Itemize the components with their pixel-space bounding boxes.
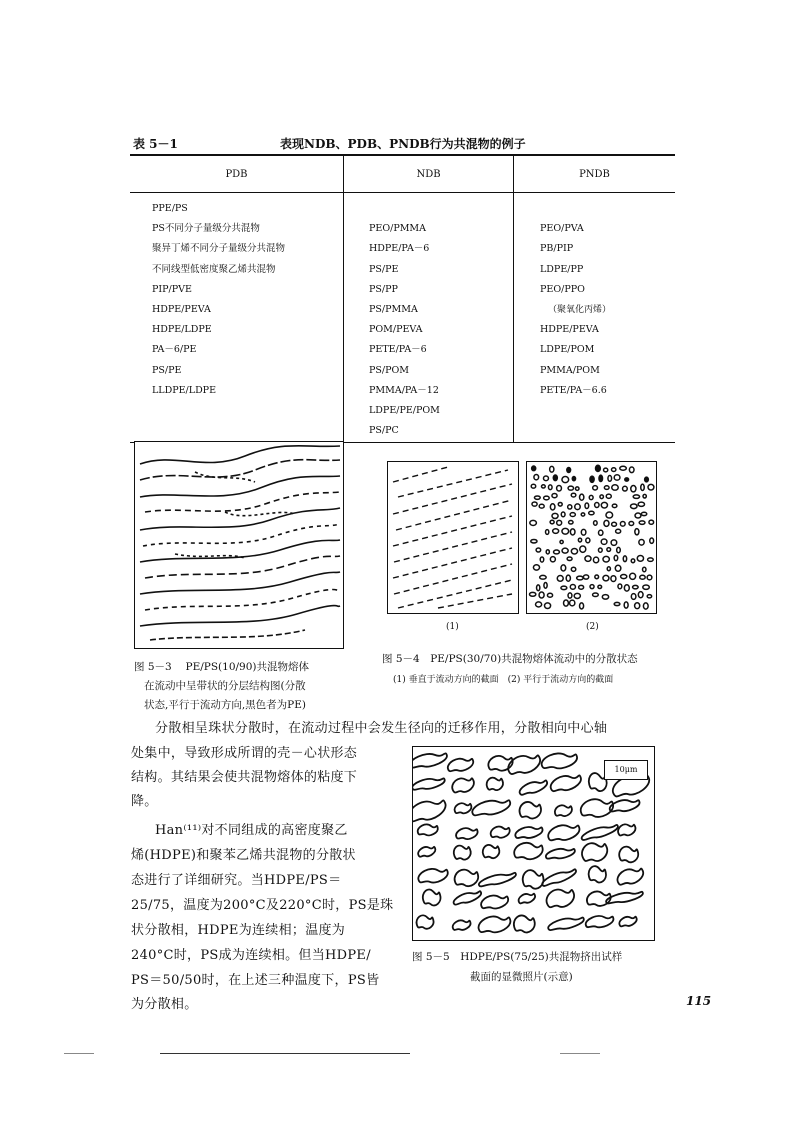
paragraph-1-line-3: 结构。其结果会使共混物熔体的粘度下 [131, 770, 358, 785]
droplet [570, 529, 575, 535]
droplet [567, 557, 572, 560]
ndb-item: PEO/PMMA [369, 223, 427, 235]
figure-5-4-label-left: (1) [446, 622, 459, 632]
pndb-column [514, 193, 676, 443]
paragraph-2-line-8: 为分散相。 [131, 997, 198, 1012]
droplet [602, 595, 608, 600]
header-ndb: NDB [344, 155, 514, 193]
paragraph-1-line-4: 降。 [131, 794, 158, 809]
droplet [575, 504, 580, 510]
paragraph-2-line-4: 25/75，温度为200°C及220°C时，PS是珠 [131, 898, 394, 913]
droplet [578, 538, 581, 542]
droplet [540, 557, 543, 562]
paragraph-2-line-2: 烯(HDPE)和聚苯乙烯共混物的分散状 [131, 848, 356, 863]
droplet [617, 547, 621, 552]
droplet [593, 486, 598, 490]
droplet [623, 486, 628, 491]
droplet [593, 557, 598, 563]
droplet [544, 583, 547, 589]
droplet [577, 576, 584, 580]
dispersed-phase-blob [505, 749, 543, 779]
ndb-item: PMMA/PA－12 [369, 384, 439, 396]
dispersed-phase-blob [587, 864, 608, 885]
dispersed-phase-blob [413, 794, 449, 827]
droplet [529, 592, 535, 596]
page-number: 115 [686, 994, 712, 1008]
droplet [570, 584, 575, 589]
droplet [604, 520, 609, 526]
droplet [607, 548, 611, 552]
paragraph-1-line-2: 处集中，导致形成所谓的壳－心状形态 [131, 746, 358, 761]
dispersed-phase-blob [479, 892, 509, 912]
dispersed-phase-blob [553, 802, 573, 819]
droplet [583, 575, 588, 579]
pndb-item: PMMA/POM [540, 364, 600, 376]
droplet [550, 557, 555, 562]
droplet [616, 529, 621, 533]
dispersed-phase-blob [417, 865, 450, 887]
droplet [631, 486, 636, 492]
droplet [560, 540, 563, 543]
droplet [606, 494, 611, 498]
droplet [595, 503, 599, 508]
droplet [552, 513, 558, 518]
droplet [600, 495, 604, 499]
droplet [562, 548, 568, 553]
ndb-item: PETE/PA－6 [369, 344, 427, 356]
droplet [611, 576, 616, 582]
dispersed-phase-blob [413, 749, 449, 772]
droplet [598, 585, 602, 588]
droplet [647, 575, 652, 580]
pndb-item: PB/PIP [540, 243, 574, 255]
paragraph-2-line-5: 状分散相，HDPE为连续相；温度为 [131, 923, 346, 938]
droplet [612, 522, 617, 526]
droplet [598, 548, 602, 552]
droplet [638, 592, 643, 598]
dispersed-phase-blob [470, 795, 511, 819]
droplet [569, 521, 573, 524]
droplet [635, 529, 639, 535]
figure-5-4-left-image [387, 461, 519, 614]
droplet [544, 603, 550, 609]
droplet [631, 559, 635, 563]
droplet [649, 520, 654, 524]
dispersed-phase-blob [615, 864, 646, 889]
pdb-item: LLDPE/LDPE [152, 384, 217, 396]
droplet [575, 487, 578, 490]
droplet [533, 565, 539, 570]
droplet [564, 600, 569, 606]
droplet [557, 485, 562, 491]
caption-line: 状态,平行于流动方向,黑色者为PE) [144, 699, 307, 711]
figure-5-5-caption-line-2: 截面的显微照片(示意) [470, 971, 573, 983]
ndb-item: PS/PMMA [369, 303, 418, 315]
figure-5-3-image [134, 441, 344, 649]
ndb-item: PS/PC [369, 425, 399, 437]
header-pndb: PNDB [514, 155, 676, 193]
droplet [548, 485, 552, 490]
droplet [539, 592, 544, 598]
droplet [530, 520, 537, 525]
droplet [593, 593, 599, 597]
droplet [571, 548, 577, 554]
droplet [590, 585, 594, 589]
droplet [601, 539, 607, 544]
droplet [553, 475, 557, 481]
dispersed-phase-blob [476, 912, 512, 937]
ndb-item: HDPE/PA－6 [369, 243, 430, 255]
droplet [531, 484, 535, 488]
header-pdb: PDB [130, 155, 344, 193]
droplet [608, 476, 612, 482]
paragraph-2-line-7: PS＝50/50时，在上述三种温度下，PS皆 [131, 973, 380, 988]
ndb-item: PS/POM [369, 364, 410, 376]
dispersed-phase-blob [417, 822, 439, 838]
dispersed-phase-blob [415, 913, 436, 932]
pndb-item: LDPE/PP [540, 263, 584, 275]
caption-line: 在流动中呈带状的分层结构图(分散 [144, 680, 306, 692]
droplet [550, 504, 555, 510]
droplet [537, 585, 540, 591]
droplet [579, 585, 584, 589]
droplet [643, 567, 646, 572]
dispersed-phase-blob [514, 824, 544, 842]
droplet [620, 466, 627, 470]
droplet [568, 593, 572, 598]
dispersed-phase-blob [489, 824, 511, 841]
droplet [552, 493, 557, 497]
droplet [633, 585, 639, 588]
droplet [641, 484, 644, 490]
pdb-item: PA－6/PE [152, 344, 197, 356]
droplet [580, 603, 584, 609]
droplet [534, 474, 539, 479]
droplet [570, 600, 575, 606]
droplet [568, 505, 572, 509]
droplet [618, 584, 622, 589]
droplet [594, 521, 598, 526]
footer-mark [560, 1053, 600, 1054]
droplet [567, 468, 571, 473]
droplet [625, 478, 629, 481]
droplet [612, 485, 618, 490]
figure-5-4-subcaption: (1) 垂直于流动方向的截面 (2) 平行于流动方向的截面 [393, 675, 614, 685]
dispersed-phase-blob [521, 867, 546, 891]
droplet [571, 493, 576, 497]
pndb-item: PETE/PA－6.6 [540, 384, 607, 396]
droplet [595, 575, 599, 579]
table-number: 表 5－1 [133, 137, 178, 151]
dispersed-phase-blob [541, 866, 578, 889]
droplet [599, 475, 603, 481]
droplet [643, 494, 646, 498]
droplet [581, 513, 585, 516]
dispersed-phase-blob [417, 844, 437, 860]
droplet [629, 467, 634, 473]
droplet [540, 575, 547, 579]
droplet [589, 495, 593, 499]
droplet [612, 504, 617, 507]
droplet [643, 603, 648, 609]
droplet [566, 575, 570, 581]
droplet [633, 495, 639, 499]
ndb-item: PS/PP [369, 283, 398, 295]
droplet [547, 593, 552, 597]
droplet [620, 522, 625, 527]
droplet [629, 522, 634, 526]
droplet [562, 528, 569, 534]
figure-5-4-label-right: (2) [586, 622, 599, 632]
dispersed-phase-blob [513, 840, 545, 863]
paragraph-2-line-6: 240°C时，PS成为连续相。但当HDPE/ [131, 948, 371, 963]
droplet [637, 555, 643, 561]
droplet [614, 475, 620, 480]
pdb-item: 聚异丁烯不同分子量级分共混物 [152, 243, 286, 255]
ndb-column [344, 193, 514, 443]
pdb-item: PS不同分子量级分共混物 [152, 223, 260, 235]
droplet [650, 538, 654, 543]
dispersed-phase-blob [616, 821, 637, 839]
dispersed-phase-blob [455, 825, 479, 841]
droplet [612, 468, 616, 472]
droplet [580, 494, 584, 500]
droplet [536, 548, 541, 552]
droplet [604, 486, 609, 490]
droplet [539, 504, 544, 508]
table-title: 表现NDB、PDB、PNDB行为共混物的例子 [280, 137, 526, 151]
dispersed-phase-blob [618, 913, 638, 929]
dispersed-phase-blob [540, 749, 579, 772]
pndb-item: PEO/PVA [540, 223, 584, 235]
droplet [562, 476, 569, 482]
caption-line: 图 5－3 PE/PS(10/90)共混物熔体 [134, 661, 310, 673]
pdb-item: PPE/PS [152, 203, 188, 214]
droplet [550, 466, 554, 472]
ndb-item: LDPE/PE/POM [369, 404, 440, 416]
footer-line [160, 1053, 410, 1054]
dispersed-phase-blob [547, 914, 585, 933]
droplet [648, 484, 654, 490]
dispersed-phase-blob [421, 887, 443, 908]
dispersed-phase-blob [517, 891, 537, 906]
droplet [647, 595, 651, 598]
droplet [561, 565, 566, 571]
droplet [604, 468, 608, 472]
droplet [614, 602, 620, 605]
droplet [648, 558, 654, 562]
droplet [639, 539, 644, 545]
droplet [615, 565, 621, 571]
dispersed-phase-blob [446, 755, 475, 775]
droplet [638, 502, 644, 506]
dispersed-phase-blob [451, 842, 473, 863]
droplet [586, 538, 590, 543]
droplet [639, 521, 645, 525]
dispersed-phase-blob [546, 820, 581, 844]
droplet [554, 550, 560, 554]
pdb-item: PS/PE [152, 364, 182, 376]
droplet [635, 513, 641, 518]
dispersed-phase-blob [584, 913, 614, 931]
droplet [623, 556, 626, 562]
footer-mark [64, 1053, 94, 1054]
dispersed-phase-blob [484, 774, 505, 793]
figure-5-4-right-image [526, 461, 657, 614]
scale-bar: 10μm [604, 760, 648, 780]
dispersed-phase-blob [450, 774, 477, 797]
droplet [532, 502, 537, 506]
droplet [640, 575, 645, 579]
droplet [614, 555, 618, 560]
droplet [585, 503, 589, 508]
droplet [543, 476, 548, 481]
droplet [603, 575, 609, 581]
dispersed-phase-blob [605, 889, 644, 907]
droplet [585, 556, 591, 561]
dispersed-phase-blob [545, 846, 576, 862]
ndb-item: POM/PEVA [369, 324, 423, 336]
pndb-item: PEO/PPO [540, 283, 585, 295]
ndb-item: PS/PE [369, 263, 399, 275]
dispersed-phase-blob [580, 822, 619, 843]
dispersed-phase-blob [453, 866, 481, 889]
pndb-item: HDPE/PEVA [540, 324, 599, 336]
droplet [631, 594, 636, 600]
pndb-item: （聚氧化丙烯） [548, 304, 612, 315]
pdb-item: PIP/PVE [152, 283, 192, 295]
dispersed-phase-blob [478, 870, 518, 890]
paragraph-2-line-3: 态进行了详细研究。当HDPE/PS＝ [131, 873, 342, 888]
droplet [596, 465, 601, 471]
droplet [621, 574, 627, 578]
droplet [590, 476, 594, 482]
droplet [641, 512, 646, 515]
droplet [534, 496, 540, 499]
droplet [557, 520, 562, 525]
figure-5-5-caption-line-1: 图 5－5 HDPE/PS(75/25)共混物挤出试样 [412, 951, 623, 963]
dispersed-phase-blob [579, 838, 611, 867]
dispersed-phase-blob [512, 912, 537, 935]
blend-examples-table [130, 154, 675, 443]
droplet [568, 486, 574, 490]
droplet [561, 586, 567, 590]
paragraph-2-line-1: Han⁽¹¹⁾对不同组成的高密度聚乙 [155, 823, 348, 838]
droplet [631, 504, 638, 509]
droplet [606, 512, 613, 518]
droplet [571, 567, 575, 571]
droplet [532, 466, 536, 471]
droplet [589, 511, 594, 515]
dispersed-phase-blob [617, 844, 640, 865]
dispersed-phase-blob [517, 799, 543, 822]
droplet [544, 496, 550, 500]
droplet [561, 512, 565, 517]
droplet [630, 573, 636, 579]
droplet [541, 485, 545, 488]
pdb-item: HDPE/PEVA [152, 303, 211, 315]
droplet [557, 576, 563, 582]
droplet [531, 539, 537, 543]
droplet [624, 602, 628, 608]
dispersed-phase-blob [481, 842, 502, 862]
pdb-item: HDPE/LDPE [152, 324, 212, 336]
dispersed-phase-blob [452, 888, 483, 907]
droplet [558, 502, 562, 506]
droplet [581, 529, 586, 535]
droplet [572, 477, 575, 481]
droplet [598, 530, 602, 535]
dispersed-phase-blob [543, 884, 577, 913]
pdb-item: 不同线型低密度聚乙烯共混物 [152, 263, 276, 275]
droplet [643, 585, 649, 589]
droplet [550, 520, 554, 524]
droplet [624, 585, 629, 591]
droplet [603, 556, 609, 562]
droplet [570, 513, 575, 517]
dispersed-phase-blob [413, 775, 446, 793]
dispersed-phase-blob [518, 777, 549, 798]
droplet [536, 602, 542, 607]
droplet [611, 540, 617, 545]
droplet [546, 530, 549, 535]
figure-5-4-caption: 图 5－4 PE/PS(30/70)共混物熔体流动中的分散状态 [382, 653, 638, 665]
pndb-item: LDPE/POM [540, 344, 595, 356]
droplet [553, 529, 559, 534]
droplet [645, 477, 649, 482]
droplet [574, 593, 580, 598]
dispersed-phase-blob [548, 770, 583, 795]
figure-5-3-caption [134, 658, 309, 715]
dispersed-phase-blob [451, 917, 472, 932]
droplet [580, 546, 586, 552]
paragraph-1-line-1: 分散相呈珠状分散时，在流动过程中会发生径向的迁移作用，分散相向中心轴 [155, 721, 608, 736]
droplet [607, 567, 610, 571]
droplet [546, 550, 549, 554]
droplet [635, 603, 640, 609]
droplet [601, 502, 607, 508]
pdb-column [130, 193, 344, 443]
dispersed-phase-blob [453, 800, 473, 816]
